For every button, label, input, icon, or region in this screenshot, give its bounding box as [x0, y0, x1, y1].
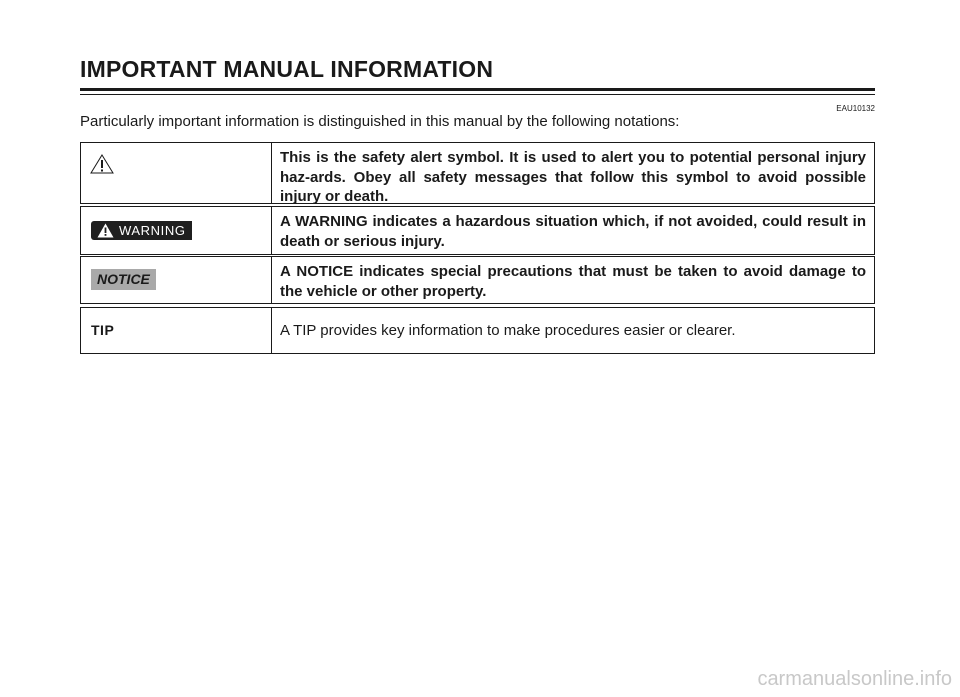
safety-alert-label-cell: [81, 143, 272, 203]
tip-text: A TIP provides key information to make procedures easier or clearer.: [280, 321, 736, 339]
warning-label-cell: [81, 207, 272, 254]
warning-notation: [80, 206, 875, 255]
notice-notation: [80, 256, 875, 304]
warning-badge: [91, 221, 192, 240]
watermark-text: carmanualsonline.info: [757, 668, 952, 690]
intro-text: Particularly important information is distinguished in this manual by the following notations:: [80, 113, 680, 130]
safety-alert-triangle-icon: [89, 153, 115, 175]
warning-triangle-icon: [97, 223, 114, 238]
safety-alert-text: This is the safety alert symbol. It is used to alert you to potential personal injury haz-ards. Obey all safety messages that follow this symbol to avoid possible injury or death.: [280, 149, 866, 205]
document-code: EAU10132: [836, 104, 875, 113]
notice-text: A NOTICE indicates special precautions that must be taken to avoid damage to the vehicle or other property.: [280, 263, 866, 300]
page-title: IMPORTANT MANUAL INFORMATION: [80, 56, 494, 82]
warning-badge-label: WARNING: [119, 223, 186, 238]
tip-label-cell: [81, 308, 272, 353]
tip-label: TIP: [91, 322, 115, 338]
title-rule-thick: [80, 88, 875, 91]
notice-badge: NOTICE: [91, 269, 156, 290]
safety-alert-notation: [80, 142, 875, 204]
warning-text: A WARNING indicates a hazardous situation which, if not avoided, could result in death or serious injury.: [280, 213, 866, 250]
title-rule-thin: [80, 94, 875, 95]
tip-notation: [80, 307, 875, 354]
notice-label-cell: [81, 257, 272, 303]
